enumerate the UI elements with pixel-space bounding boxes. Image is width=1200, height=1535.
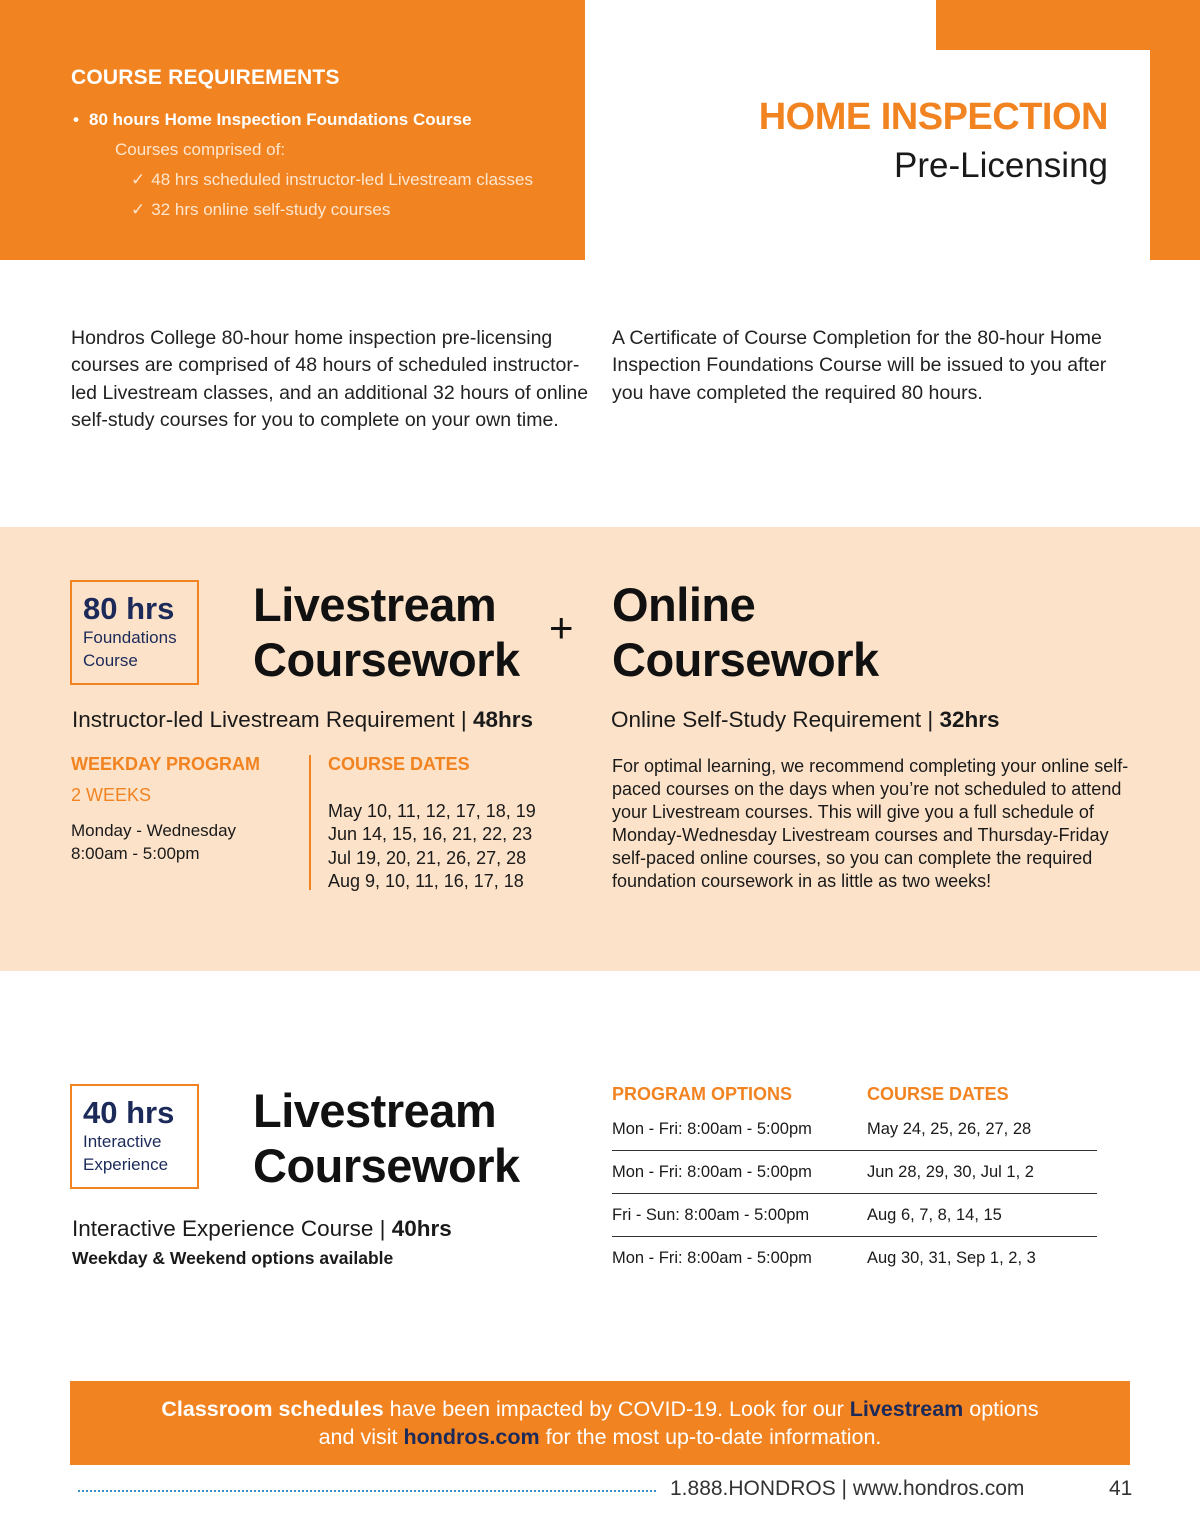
badge-label: Course [83,651,138,670]
course-date: Jun 14, 15, 16, 21, 22, 23 [328,824,533,845]
requirement-item: ✓ 32 hrs online self-study courses [131,200,391,219]
program-options-table [612,1084,1097,1279]
requirement-item: ✓ 48 hrs scheduled instructor-led Livestream classes [131,170,533,189]
intro-paragraph-right: A Certificate of Course Completion for the 80-hour Home Inspection Foundations Course will be issued to you after you have completed the required 80 hours. [612,327,1107,404]
table-row: Fri - Sun: 8:00am - 5:00pm Aug 6, 7, 8, 14, 15 [612,1193,1097,1236]
requirements-title: COURSE REQUIREMENTS [71,66,340,89]
covid-notice-line: Classroom schedules have been impacted by COVID-19. Look for our Livestream options [161,1397,1039,1421]
badge-hours: 40 hrs [83,1095,175,1130]
livestream-heading: Livestream Coursework [253,578,520,686]
course-date: May 10, 11, 12, 17, 18, 19 [328,801,536,821]
online-recommendation: For optimal learning, we recommend completing your online self-paced courses on the days when you’re not scheduled to attend your Livestream courses. This will give you a full schedule of Monday-Wednesday Livestream courses and Thursday-Friday self-paced online courses, so you can complete the required foundation coursework in as little as two weeks! [612,756,1129,892]
weekday-program-label: WEEKDAY PROGRAM [71,754,261,774]
check-icon: ✓ [131,170,146,189]
table-row: Mon - Fri: 8:00am - 5:00pm May 24, 25, 26, 27, 28 [612,1120,1032,1138]
badge-label: Experience [83,1155,169,1174]
course-dates-label: COURSE DATES [328,754,470,774]
foundations-hours-badge [70,580,199,685]
badge-hours: 80 hrs [83,591,175,626]
course-requirements-panel [0,0,585,260]
course-date: Jul 19, 20, 21, 26, 27, 28 [328,847,527,868]
livestream-requirement: Instructor-led Livestream Requirement | 48hrs [72,707,534,732]
online-heading: Online Coursework [612,578,879,686]
website-link[interactable]: hondros.com [403,1425,540,1449]
footer-contact: 1.888.HONDROS | www.hondros.com [670,1477,1025,1500]
program-duration: 2 WEEKS [71,785,152,805]
interactive-hours-badge [70,1084,199,1189]
requirements-bullet: • 80 hours Home Inspection Foundations Course [89,110,585,130]
interactive-course-line: Interactive Experience Course | 40hrs [72,1216,452,1241]
course-date: Aug 9, 10, 11, 16, 17, 18 [328,870,524,891]
covid-notice-banner [70,1381,1130,1465]
plus-icon: + [549,604,574,651]
page-subtitle: Pre-Licensing [894,146,1108,185]
corner-decoration-right [1150,0,1200,260]
table-row: Mon - Fri: 8:00am - 5:00pm Aug 30, 31, Sep 1, 2, 3 [612,1236,1097,1279]
table-row: Mon - Fri: 8:00am - 5:00pm Jun 28, 29, 30, Jul 1, 2 [612,1150,1097,1193]
table-header: PROGRAM OPTIONS COURSE DATES [612,1084,1009,1104]
badge-label: Interactive [83,1132,162,1151]
page-title: HOME INSPECTION [758,96,1108,138]
intro-paragraph-left: Hondros College 80-hour home inspection pre-licensing courses are comprised of 48 hours of scheduled instructor-led Livestream classes, and an additional 32 hours of online self-study courses for you to complete on your own time. [71,327,589,431]
badge-label: Foundations [83,628,177,647]
covid-notice-line: and visit hondros.com for the most up-to-date information. [318,1425,882,1449]
check-icon: ✓ [131,200,146,219]
program-schedule: Monday - Wednesday 8:00am - 5:00pm [71,821,237,863]
page-number: 41 [1109,1477,1133,1500]
course-dates-list [328,800,536,893]
interactive-livestream-heading: Livestream Coursework [253,1084,520,1192]
column-divider [309,755,311,890]
online-requirement: Online Self-Study Requirement | 32hrs [611,707,1000,732]
requirements-comprised: Courses comprised of: [115,140,286,159]
options-note: Weekday & Weekend options available [72,1248,394,1268]
footer-dotted-rule [78,1490,656,1492]
